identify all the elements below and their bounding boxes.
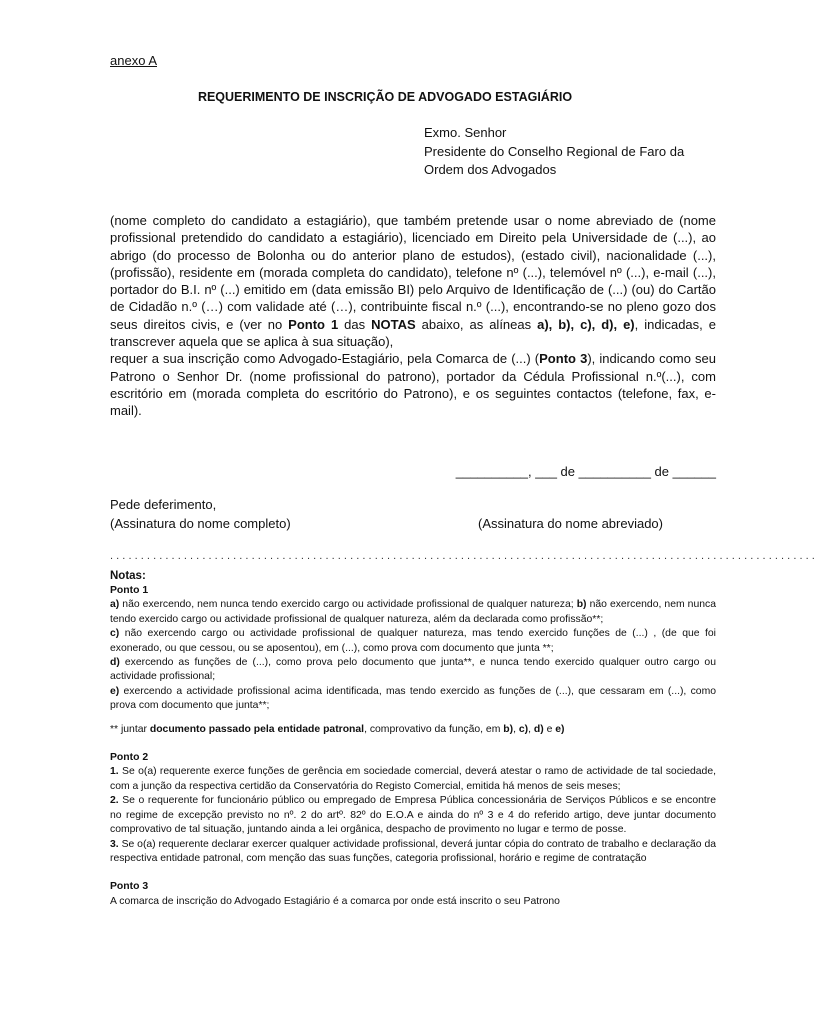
ponto1-footnote: [110, 723, 716, 737]
alineas-ref: a), b), c), d), e): [537, 316, 635, 332]
candidate-text-b: das: [338, 316, 372, 332]
item-e-text: exercendo a actividade profissional acima identificada, mas tendo exercido as funções de (...), que cessaram em (...), como prova com documento que junta**;: [110, 685, 716, 712]
addressee-line-3: Ordem dos Advogados: [424, 162, 557, 177]
footnote-text-b: , comprovativo da função, em: [364, 723, 504, 735]
ponto3-ref: Ponto 3: [539, 351, 588, 367]
ponto1-ref: Ponto 1: [288, 316, 339, 332]
candidate-paragraph: [110, 212, 716, 350]
item-a-text: não exercendo, nem nunca tendo exercido cargo ou actividade profissional de qualquer natureza;: [119, 599, 577, 611]
request-body: [110, 212, 716, 420]
item-d-text: exercendo as funções de (...), como prova pelo documento que junta**, e nunca tendo exercido qualquer outro cargo ou actividade profissional;: [110, 657, 716, 683]
candidate-text-c: abaixo, as alíneas: [415, 316, 538, 332]
request-paragraph: [110, 350, 716, 419]
item-1-label: 1.: [110, 766, 119, 778]
ponto1-item-ab: [110, 598, 716, 627]
footnote-ref-e: e): [555, 723, 565, 735]
item-2-text: Se o requerente for funcionário público ou empregado de Empresa Pública concessionária de Serviços Públicos e se encontre no regime de excepção previsto no nº. 2 do artº. 82º do E.O.A e ainda do nº 3 e 4 do referido artigo, deve juntar documento comprovativo de tal situação, juntando ainda a lei orgânica, despacho de provimento no lugar e termo de posse.: [110, 795, 716, 836]
notas-ref: NOTAS: [371, 316, 416, 332]
item-c-text: não exercendo cargo ou actividade profissional de qualquer natureza, mas tendo exercido funções de (...) , (de que foi exonerado, ou que cessou, ou se aposentou), em (...), como prova com documento que junta **;: [110, 628, 716, 654]
footnote-sep-1: ,: [513, 723, 519, 735]
footnote-sep-2: ,: [528, 723, 534, 735]
footnote-ref-d: d): [533, 723, 544, 735]
item-a-label: a): [110, 599, 120, 611]
notes-section: [110, 569, 716, 909]
item-3-label: 3.: [110, 838, 119, 850]
item-3-text: Se o(a) requerente declarar exercer qualquer actividade profissional, deverá juntar cópia do contrato de trabalho e declaração da respectiva entidade patronal, com menção das suas funções, categoria profissional, horário e regime de contratação: [110, 838, 716, 864]
signature-full-name: (Assinatura do nome completo): [110, 516, 291, 531]
ponto1-item-c: [110, 627, 716, 656]
ponto1-item-e: [110, 685, 716, 714]
footnote-ref-b: b): [503, 723, 514, 735]
item-b-text: não exercendo, nem nunca tendo exercido cargo ou actividade profissional de qualquer natureza, além da declarada como profissão**;: [110, 599, 716, 625]
item-1-text: Se o(a) requerente exerce funções de gerência em sociedade comercial, deverá atestar o ramo de actividade de tal sociedade, com a junção da respectiva certidão da Conservatória do Registo Comercial, emitida há menos de seis meses;: [110, 766, 716, 792]
ponto2-item-1: [110, 765, 716, 794]
ponto1-heading: Ponto 1: [110, 585, 149, 596]
addressee-line-2: Presidente do Conselho Regional de Faro da: [424, 143, 685, 159]
ponto1-item-d: [110, 656, 716, 685]
date-line: __________, ___ de __________ de ______: [455, 464, 716, 479]
candidate-text-d: , indicadas, e transcrever aquela que se aplica à sua situação),: [110, 316, 716, 350]
item-d-label: d): [110, 657, 120, 669]
addressee-line-1: Exmo. Senhor: [424, 125, 507, 140]
request-text-b: ), indicando como seu Patrono o Senhor Dr. (nome profissional do patrono), portador da Cédula Profissional n.º(...), com escritório em (morada completa do escritório do Patrono), e os seguintes contactos (telefone, fax, e-mail).: [110, 351, 716, 419]
footnote-text-a: ** juntar: [110, 723, 150, 735]
ponto2-item-3: [110, 838, 716, 867]
dotted-separator: ...................................................................................................................: [110, 550, 818, 562]
ponto3-heading: Ponto 3: [110, 881, 149, 893]
notes-heading: Notas:: [110, 570, 146, 582]
footnote-ref-c: c): [518, 723, 529, 735]
ponto2-item-2: [110, 794, 716, 837]
addressee-block: [424, 124, 684, 180]
request-text-a: requer a sua inscrição como Advogado-Estagiário, pela Comarca de (...) (: [110, 351, 540, 367]
candidate-text-a: (nome completo do candidato a estagiário), que também pretende usar o nome abreviado de (nome profissional pretendido do candidato a estagiário), licenciado em Direito pela Universidade de (...), ao abrigo (do processo de Bolonha ou do anterior plano de estudos), (estado civil), nacionalidade (...), (profissão), residente em (morada completa do candidato), telefone nº (...), telemóvel nº (...), e-mail (...), portador do B.I. nº (...) emitido em (data emissão BI) pelo Arquivo de Identificação de (...) (ou) do Cartão de Cidadão n.º (…) com validade até (…), contribuinte fiscal n.º (...), encontrando-se no pleno gozo dos seus direitos civis, e (ver no: [110, 213, 716, 332]
item-b-label: b): [576, 599, 587, 611]
item-c-label: c): [110, 628, 120, 640]
signature-short-name: (Assinatura do nome abreviado): [478, 516, 663, 531]
ponto3-text: A comarca de inscrição do Advogado Estagiário é a comarca por onde está inscrito o seu Patrono: [110, 895, 560, 907]
footnote-bold: documento passado pela entidade patronal: [149, 723, 365, 735]
ponto2-heading: Ponto 2: [110, 752, 149, 764]
closing-pede: Pede deferimento,: [110, 497, 217, 512]
document-title: REQUERIMENTO DE INSCRIÇÃO DE ADVOGADO ESTAGIÁRIO: [197, 90, 573, 104]
item-e-label: e): [110, 685, 120, 697]
footnote-sep-3: e: [543, 723, 556, 735]
item-2-label: 2.: [110, 795, 119, 807]
annex-label: anexo A: [110, 53, 157, 68]
